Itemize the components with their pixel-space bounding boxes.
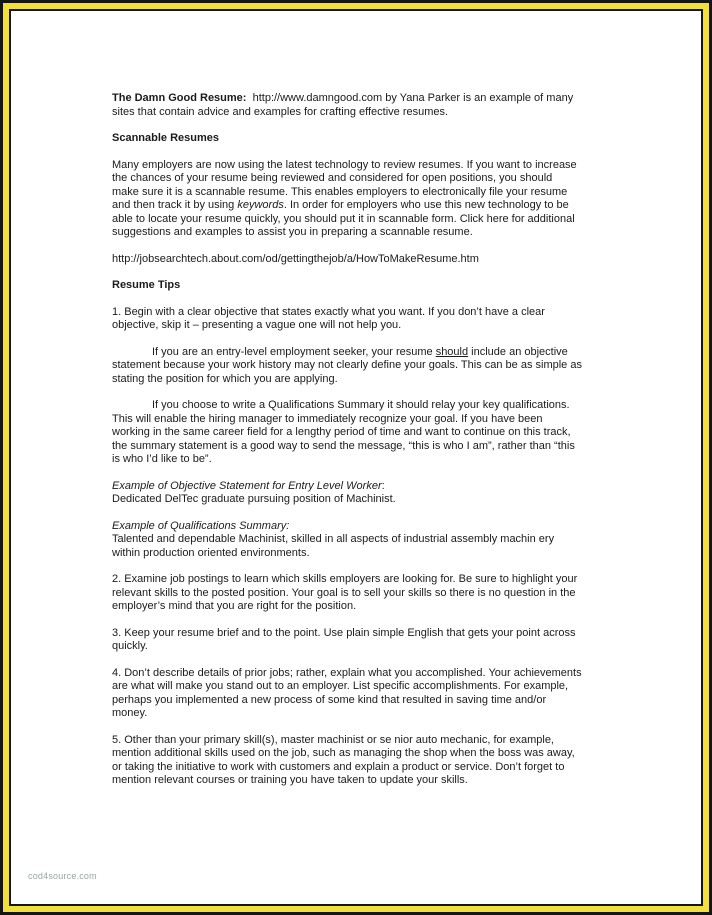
tips-heading: Resume Tips [112,279,181,291]
scannable-text-a: Many employers are now using the latest technology to review resumes. If you want to increase the chances of your resume being reviewed and considered for open positions, you should make sure it is a scannable resume. This enables employers to electronically file your resume and then track it by using [112,158,577,211]
example-2-label: Example of Qualifications Summary: [112,519,290,532]
should-word: should [435,345,469,358]
example-1-label [112,480,582,494]
watermark: cod4source.com [28,871,97,881]
intro-url[interactable]: http://www.damngood.com [252,92,383,104]
qualifications-paragraph: If you choose to write a Qualifications Summary it should relay your key qualifications. This will enable the hiring manager to immediately recognize your goal. If you have been working in the same career field for a lengthy period of time and want to continue on this track, the summary statement is a good way to send the message, “this is who I am”, rather than “this is who I’d like to be”. [112,399,575,465]
intro-title: The Damn Good Resume: [112,92,247,104]
tip-1: 1. Begin with a clear objective that states exactly what you want. If you don’t have a clear objective, skip it – presenting a vague one will not help you. [112,305,545,331]
entry-level-paragraph [112,346,582,387]
tip-4: 4. Don’t describe details of prior jobs; rather, explain what you accomplished. Your achievements are what will make you stand out to an employer. List specific accomplishments. For example, perhaps you implemented a new process of some kind that resulted in saving time and/or money. [112,666,582,719]
entry-text-b: include an objective statement because your work history may not clearly define your goals. This can be as simple as stating the position for which you are applying. [112,345,582,385]
scannable-paragraph [112,159,582,240]
document-body [112,92,582,801]
intro-paragraph [112,92,582,119]
tip-2: 2. Examine job postings to learn which skills employers are looking for. Be sure to highlight your relevant skills to the posted position. Your goal is to sell your skills so there is no question in the employer’s mind that you are right for the position. [112,573,578,612]
example-1-text: Dedicated DelTec graduate pursuing position of Machinist. [112,493,396,505]
scannable-text-b: . In order for employers who use this new technology to be able to locate your resume quickly, you should put it in scannable form. Click here for additional suggestions and examples to assist you in preparing a scannable resume. [112,199,575,238]
scannable-heading: Scannable Resumes [112,132,219,144]
tip-5: 5. Other than your primary skill(s), master machinist or se nior auto mechanic, for example, mention additional skills used on the job, such as managing the shop when the boss was away, or taking the initiative to work with customers and explain a product or service. Don’t forget to mention relevant courses or training you have taken to update your skills. [112,733,575,786]
intro-text: by Yana Parker is an example of many sites that contain advice and examples for crafting effective resumes. [112,92,574,118]
tip-3: 3. Keep your resume brief and to the point. Use plain simple English that gets your point across quickly. [112,626,576,652]
entry-text-a: If you are an entry-level employment seeker, your resume [152,345,436,358]
scannable-link[interactable]: http://jobsearchtech.about.com/od/gettingthejob/a/HowToMakeResume.htm [112,252,479,265]
example-1-colon: : [381,479,385,492]
example-2-text: Talented and dependable Machinist, skilled in all aspects of industrial assembly machin ery within production oriented environments. [112,533,555,559]
keywords-term: keywords [237,199,284,211]
example-1-label-text: Example of Objective Statement for Entry Level Worker [112,479,382,492]
